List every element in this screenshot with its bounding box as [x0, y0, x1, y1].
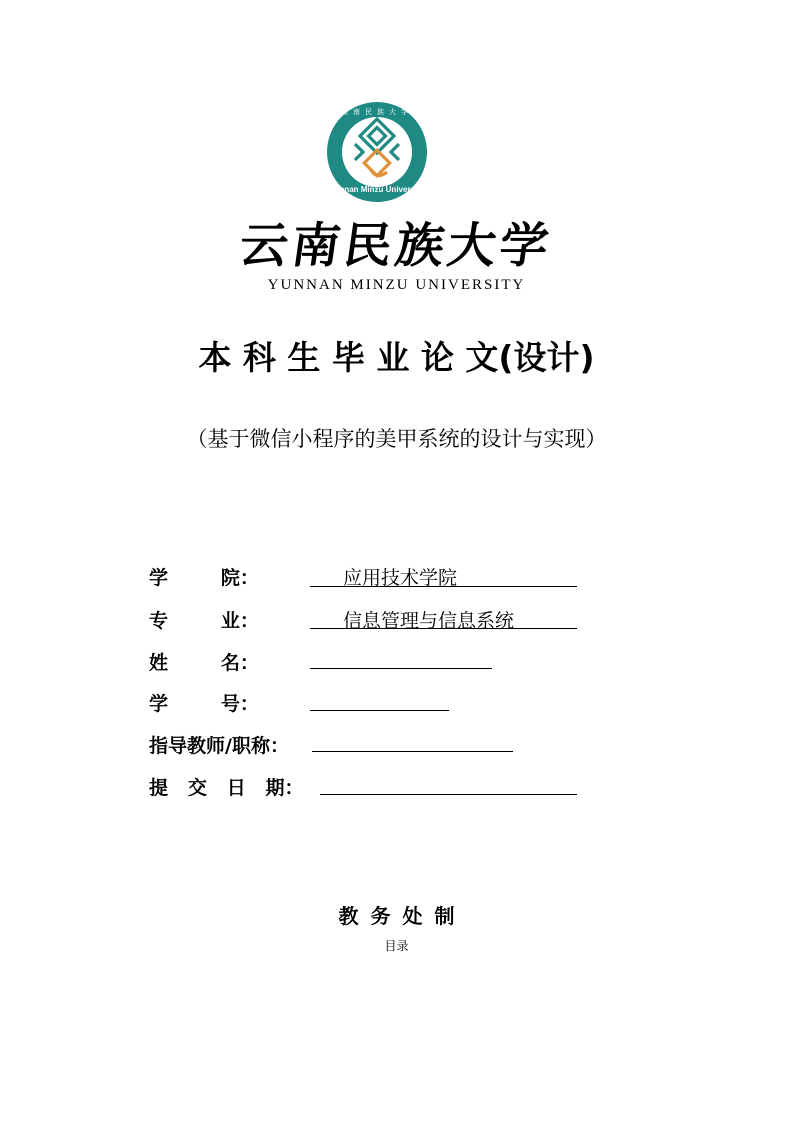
major-value: 信息管理与信息系统	[343, 610, 515, 632]
seal-top-text: 云南民族大学	[341, 108, 413, 116]
submit-date-label: 提 交 日 期：	[149, 777, 304, 799]
advisor-underline	[312, 751, 513, 752]
seal-text: Yunnan Minzu University	[329, 185, 425, 194]
toc-heading: 目录	[384, 939, 409, 953]
name-label: 姓 名：	[149, 652, 259, 674]
major-underline	[310, 628, 577, 629]
student-id-label: 学 号：	[149, 693, 259, 715]
university-seal-logo	[325, 100, 429, 204]
name-underline	[310, 668, 492, 669]
university-name-english: YUNNAN MINZU UNIVERSITY	[267, 277, 526, 293]
advisor-label: 指导教师/职称：	[149, 735, 289, 757]
college-value: 应用技术学院	[343, 567, 458, 589]
document-title: 本 科 生 毕 业 论 文(设计)	[198, 338, 595, 377]
university-name-calligraphy: 云南民族大学	[235, 218, 556, 274]
student-id-underline	[310, 710, 449, 711]
major-label: 专 业：	[149, 610, 259, 632]
submit-date-underline	[320, 794, 577, 795]
document-subtitle: （基于微信小程序的美甲系统的设计与实现）	[186, 427, 607, 451]
college-label: 学 院：	[149, 567, 259, 589]
college-underline	[310, 586, 577, 587]
issuing-office: 教务处制	[338, 904, 467, 928]
